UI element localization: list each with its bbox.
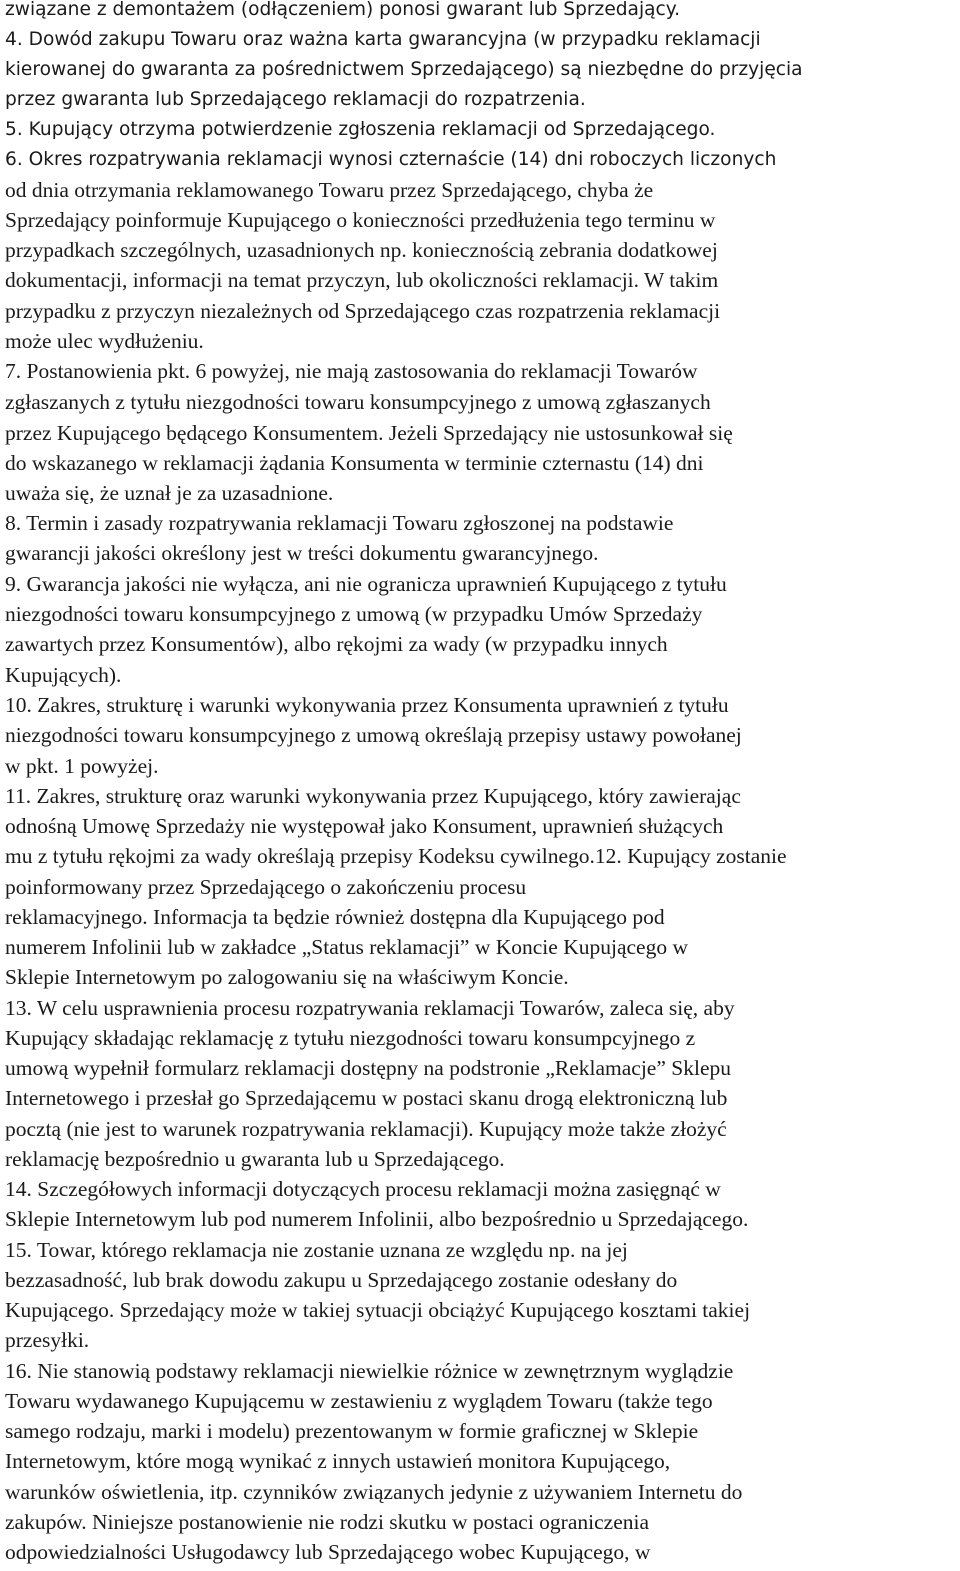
document-line-33: Sklepie Internetowym po zalogowaniu się na właściwym Koncie. <box>5 965 569 989</box>
document-line-22: zawartych przez Konsumentów), albo rękojmi za wady (w przypadku innych <box>5 632 668 656</box>
document-line-32: numerem Infolinii lub w zakładce „Status reklamacji” w Koncie Kupującego w <box>5 935 688 959</box>
document-line-41: Sklepie Internetowym lub pod numerem Infolinii, albo bezpośrednio u Sprzedającego. <box>5 1207 749 1231</box>
document-line-27: 11. Zakres, strukturę oraz warunki wykonywania przez Kupującego, który zawierając <box>5 784 741 808</box>
document-line-52: odpowiedzialności Usługodawcy lub Sprzedającego wobec Kupującego, w <box>5 1540 651 1564</box>
document-line-10: dokumentacji, informacji na temat przyczyn, lub okoliczności reklamacji. W takim <box>5 268 719 292</box>
document-line-18: 8. Termin i zasady rozpatrywania reklamacji Towaru zgłoszonej na podstawie <box>5 511 674 535</box>
document-line-44: Kupującego. Sprzedający może w takiej sytuacji obciążyć Kupującego kosztami takiej <box>5 1298 751 1322</box>
document-line-30: poinformowany przez Sprzedającego o zakończeniu procesu <box>5 875 527 899</box>
document-line-49: Internetowym, które mogą wynikać z innych ustawień monitora Kupującego, <box>5 1449 671 1473</box>
document-line-47: Towaru wydawanego Kupującemu w zestawieniu z wyglądem Towaru (także tego <box>5 1389 713 1413</box>
document-line-40: 14. Szczegółowych informacji dotyczących procesu reklamacji można zasięgnąć w <box>5 1177 721 1201</box>
document-line-17: uważa się, że uznał je za uzasadnione. <box>5 481 334 505</box>
document-line-21: niezgodności towaru konsumpcyjnego z umową (w przypadku Umów Sprzedaży <box>5 602 703 626</box>
document-line-19: gwarancji jakości określony jest w treści dokumentu gwarancyjnego. <box>5 541 599 565</box>
document-line-7: od dnia otrzymania reklamowanego Towaru przez Sprzedającego, chyba że <box>5 178 654 202</box>
document-line-20: 9. Gwarancja jakości nie wyłącza, ani nie ogranicza uprawnień Kupującego z tytułu <box>5 572 727 596</box>
document-line-50: warunków oświetlenia, itp. czynników związanych jedynie z używaniem Internetu do <box>5 1480 743 1504</box>
document-line-29: mu z tytułu rękojmi za wady określają przepisy Kodeksu cywilnego.12. Kupujący zostanie <box>5 844 787 868</box>
document-line-31: reklamacyjnego. Informacja ta będzie również dostępna dla Kupującego pod <box>5 905 665 929</box>
document-line-25: niezgodności towaru konsumpcyjnego z umową określają przepisy ustawy powołanej <box>5 723 742 747</box>
document-line-11: przypadku z przyczyn niezależnych od Sprzedającego czas rozpatrzenia reklamacji <box>5 299 721 323</box>
document-line-39: reklamację bezpośrednio u gwaranta lub u Sprzedającego. <box>5 1147 505 1171</box>
document-line-38: pocztą (nie jest to warunek rozpatrywania reklamacji). Kupujący może także złożyć <box>5 1117 727 1141</box>
document-line-34: 13. W celu usprawnienia procesu rozpatrywania reklamacji Towarów, zaleca się, aby <box>5 996 735 1020</box>
document-line-45: przesyłki. <box>5 1328 90 1352</box>
document-line-42: 15. Towar, którego reklamacja nie zostanie uznana ze względu np. na jej <box>5 1238 628 1262</box>
document-line-1: związane z demontażem (odłączeniem) ponosi gwarant lub Sprzedający. <box>5 0 680 20</box>
document-line-46: 16. Nie stanowią podstawy reklamacji niewielkie różnice w zewnętrznym wyglądzie <box>5 1359 734 1383</box>
document-line-4: przez gwaranta lub Sprzedającego reklamacji do rozpatrzenia. <box>5 89 586 110</box>
document-line-28: odnośną Umowę Sprzedaży nie występował jako Konsument, uprawnień służących <box>5 814 724 838</box>
document-line-24: 10. Zakres, strukturę i warunki wykonywania przez Konsumenta uprawnień z tytułu <box>5 693 729 717</box>
document-line-13: 7. Postanowienia pkt. 6 powyżej, nie mają zastosowania do reklamacji Towarów <box>5 359 698 383</box>
document-line-26: w pkt. 1 powyżej. <box>5 754 159 778</box>
document-line-14: zgłaszanych z tytułu niezgodności towaru konsumpcyjnego z umową zgłaszanych <box>5 390 711 414</box>
document-line-15: przez Kupującego będącego Konsumentem. Jeżeli Sprzedający nie ustosunkował się <box>5 421 733 445</box>
document-line-2: 4. Dowód zakupu Towaru oraz ważna karta gwarancyjna (w przypadku reklamacji <box>5 29 761 50</box>
document-line-8: Sprzedający poinformuje Kupującego o konieczności przedłużenia tego terminu w <box>5 208 716 232</box>
document-line-12: może ulec wydłużeniu. <box>5 329 204 353</box>
document-line-36: umową wypełnił formularz reklamacji dostępny na podstronie „Reklamacje” Sklepu <box>5 1056 731 1080</box>
document-line-16: do wskazanego w reklamacji żądania Konsumenta w terminie czternastu (14) dni <box>5 451 704 475</box>
document-line-5: 5. Kupujący otrzyma potwierdzenie zgłoszenia reklamacji od Sprzedającego. <box>5 119 716 140</box>
document-line-43: bezzasadność, lub brak dowodu zakupu u Sprzedającego zostanie odesłany do <box>5 1268 678 1292</box>
document-line-3: kierowanej do gwaranta za pośrednictwem Sprzedającego) są niezbędne do przyjęcia <box>5 59 803 80</box>
document-line-48: samego rodzaju, marki i modelu) prezentowanym w formie graficznej w Sklepie <box>5 1419 699 1443</box>
document-line-35: Kupujący składając reklamację z tytułu niezgodności towaru konsumpcyjnego z <box>5 1026 696 1050</box>
document-line-51: zakupów. Niniejsze postanowienie nie rodzi skutku w postaci ograniczenia <box>5 1510 650 1534</box>
document-line-23: Kupujących). <box>5 663 122 687</box>
document-line-9: przypadkach szczególnych, uzasadnionych np. koniecznością zebrania dodatkowej <box>5 238 718 262</box>
document-line-37: Internetowego i przesłał go Sprzedającemu w postaci skanu drogą elektroniczną lub <box>5 1086 728 1110</box>
document-line-6: 6. Okres rozpatrywania reklamacji wynosi czternaście (14) dni roboczych liczonych <box>5 149 777 170</box>
